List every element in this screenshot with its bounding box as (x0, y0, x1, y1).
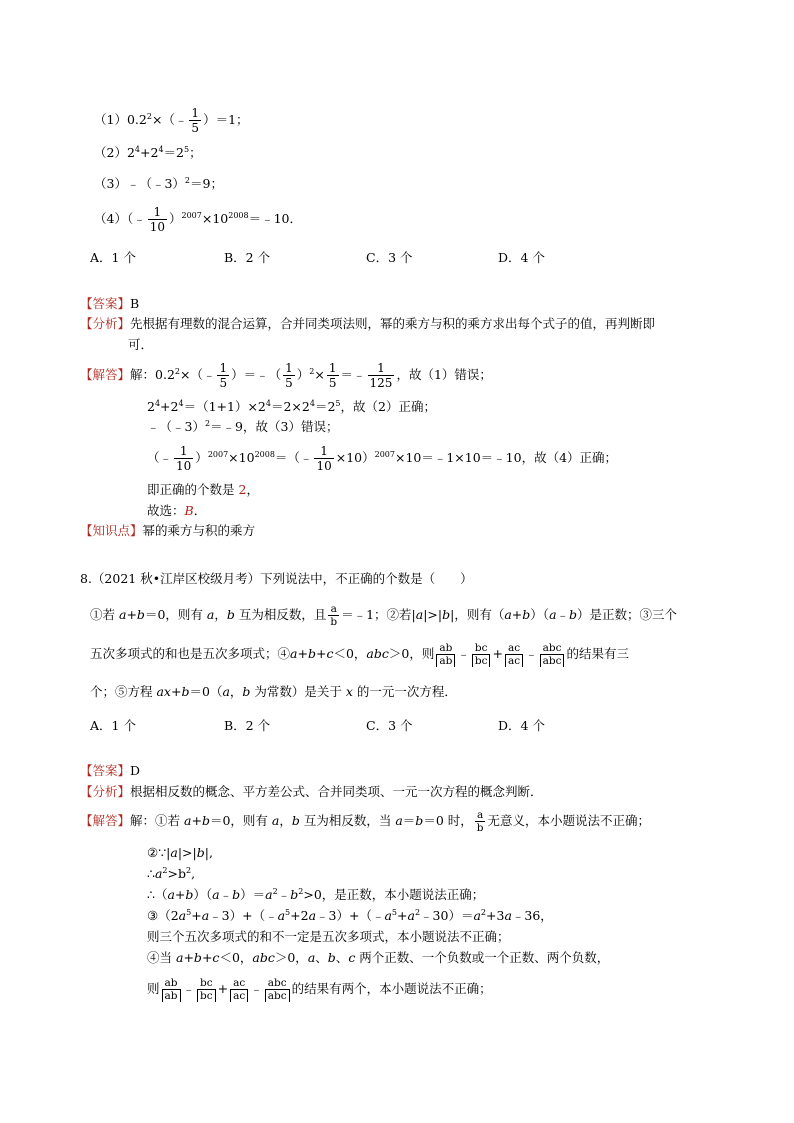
q7-solution-5: 即正确的个数是 2， (147, 482, 259, 497)
fraction-1-10: $\frac{1}{10}$ (149, 205, 165, 234)
answer-value: B (130, 296, 140, 311)
solution-tag: 【解答】 (80, 367, 131, 382)
fraction-1-5: $\frac{1}{5}$ (191, 106, 200, 135)
q8-solution-1: 【解答】解：①若 a+b＝0，则有 a，b 互为相反数，当 a＝b＝0 时， $\frac{a}{b}$ 无意义，本小题说法不正确； (80, 809, 650, 834)
analysis-tag: 【分析】 (80, 316, 131, 331)
q7-item-2: $(2)2^4+2^4=2^5$； (94, 145, 202, 160)
q7-solution-1: 【解答】解：$0.2^2\times(﹣$ $\frac{1}{5}$ ）＝﹣（ $\frac{1}{5}$ ）$^2$× $\frac{1}{5}$ ＝﹣ $\frac{1}{125}$ ，故（1）错误； (80, 361, 492, 390)
q7-solution-3: ﹣（﹣3）$^2$＝﹣9，故（3）错误； (147, 419, 339, 434)
q8-option-c: C．3 个 (366, 718, 413, 733)
q7-solution-2: $2^4+2^4=(1+1)\times 2^4=2\times 2^4=2^5$，故（2）正确； (147, 399, 436, 414)
q8-option-b: B．2 个 (224, 718, 271, 733)
q7-solution-4: （﹣ $\frac{1}{10}$ ）$^{2007}\times 10^{2008}=(﹣$ $\frac{1}{10}$ ×10）$^{2007}$×10＝﹣1×10＝﹣10，故（4）正确； (147, 444, 618, 473)
q8-solution-3: $\therefore a^2>b^2$, (147, 866, 196, 881)
q8-option-d: D．4 个 (498, 718, 545, 733)
q7-option-d: D．4 个 (498, 250, 545, 265)
q8-stem: 8.（2021 秋•江岸区校级月考）下列说法中，不正确的个数是（ ） (80, 571, 473, 586)
q7-option-b: B．2 个 (224, 250, 271, 265)
q8-statement-line-3: 个；⑤方程 ax+b＝0（a，b 为常数）是关于 x 的一元一次方程． (90, 684, 457, 699)
q7-option-c: C．3 个 (366, 250, 413, 265)
q8-solution-2: ②∵|a|>|b|, (147, 845, 213, 860)
q8-solution-8: 则 $\frac{ab}{ab}$ ﹣ $\frac{bc}{bc}$ + $\frac{ac}{ac}$ ﹣ $\frac{\text{abc}}{\text{abc}}$ 的结果有两个，本小题说法不正确； (147, 977, 492, 1002)
q8-statement-line-2: 五次多项式的和也是五次多项式；④a+b+c＜0，abc＞0，则 $\frac{ab}{ab}$ ﹣ $\frac{bc}{bc}$ + $\frac{ac}{ac}$ ﹣ $\frac{\text{abc}}{\text{abc}}$ 的结果有三 (90, 642, 629, 667)
q7-answer (80, 296, 139, 312)
analysis-text: 先根据有理数的混合运算，合并同类项法则，幂的乘方与积的乘方求出每个式子的值，再判断即 (130, 316, 656, 331)
q8-solution-4: $\therefore(a+b)(a﹣b)=a^2﹣b^2>0$，是正数，本小题说法正确； (147, 887, 485, 902)
q7-knowledge: 【知识点】幂的乘方与积的乘方 (80, 523, 256, 538)
q8-statement-line-1: ①若 a+b＝0，则有 a，b 互为相反数，且 $\frac{a}{b}$ ＝﹣1；②若|a|>|b|，则有（a+b）（a﹣b）是正数；③三个 (90, 603, 678, 628)
q8-option-a: A．1 个 (90, 718, 136, 733)
q7-option-a: A．1 个 (90, 250, 136, 265)
q7-solution-6: 故选：B． (147, 503, 207, 518)
answer-tag: 【答案】 (80, 296, 131, 311)
q8-solution-7: ④当 a+b+c＜0，abc＞0，a、b、c 两个正数、一个负数或一个正数、两个负数， (147, 950, 610, 965)
q8-answer: 【答案】D (80, 763, 141, 778)
knowledge-tag: 【知识点】 (80, 523, 143, 538)
q7-item-1: $(1)0.2^2\times(﹣$ $\frac{1}{5}$ ）＝1； (94, 106, 249, 135)
q8-solution-5: $③(2a^5+a﹣3)+(﹣a^5+2a﹣3)+(﹣a^5+a^2﹣30)=a^2+3a﹣36$， (147, 908, 553, 923)
q7-analysis (80, 316, 655, 332)
q8-solution-6: 则三个五次多项式的和不一定是五次多项式，本小题说法不正确； (147, 929, 510, 944)
q7-item-4: （4）（﹣ $\frac{1}{10}$ ）$^{2007}\times 10^{2008}=﹣10$． (94, 205, 303, 234)
q7-analysis-cont: 可． (128, 337, 154, 352)
q7-item-3: （3）﹣（﹣3）$^2$＝9； (94, 176, 223, 191)
q8-analysis: 【分析】根据相反数的概念、平方差公式、合并同类项、一元一次方程的概念判断． (80, 784, 543, 799)
